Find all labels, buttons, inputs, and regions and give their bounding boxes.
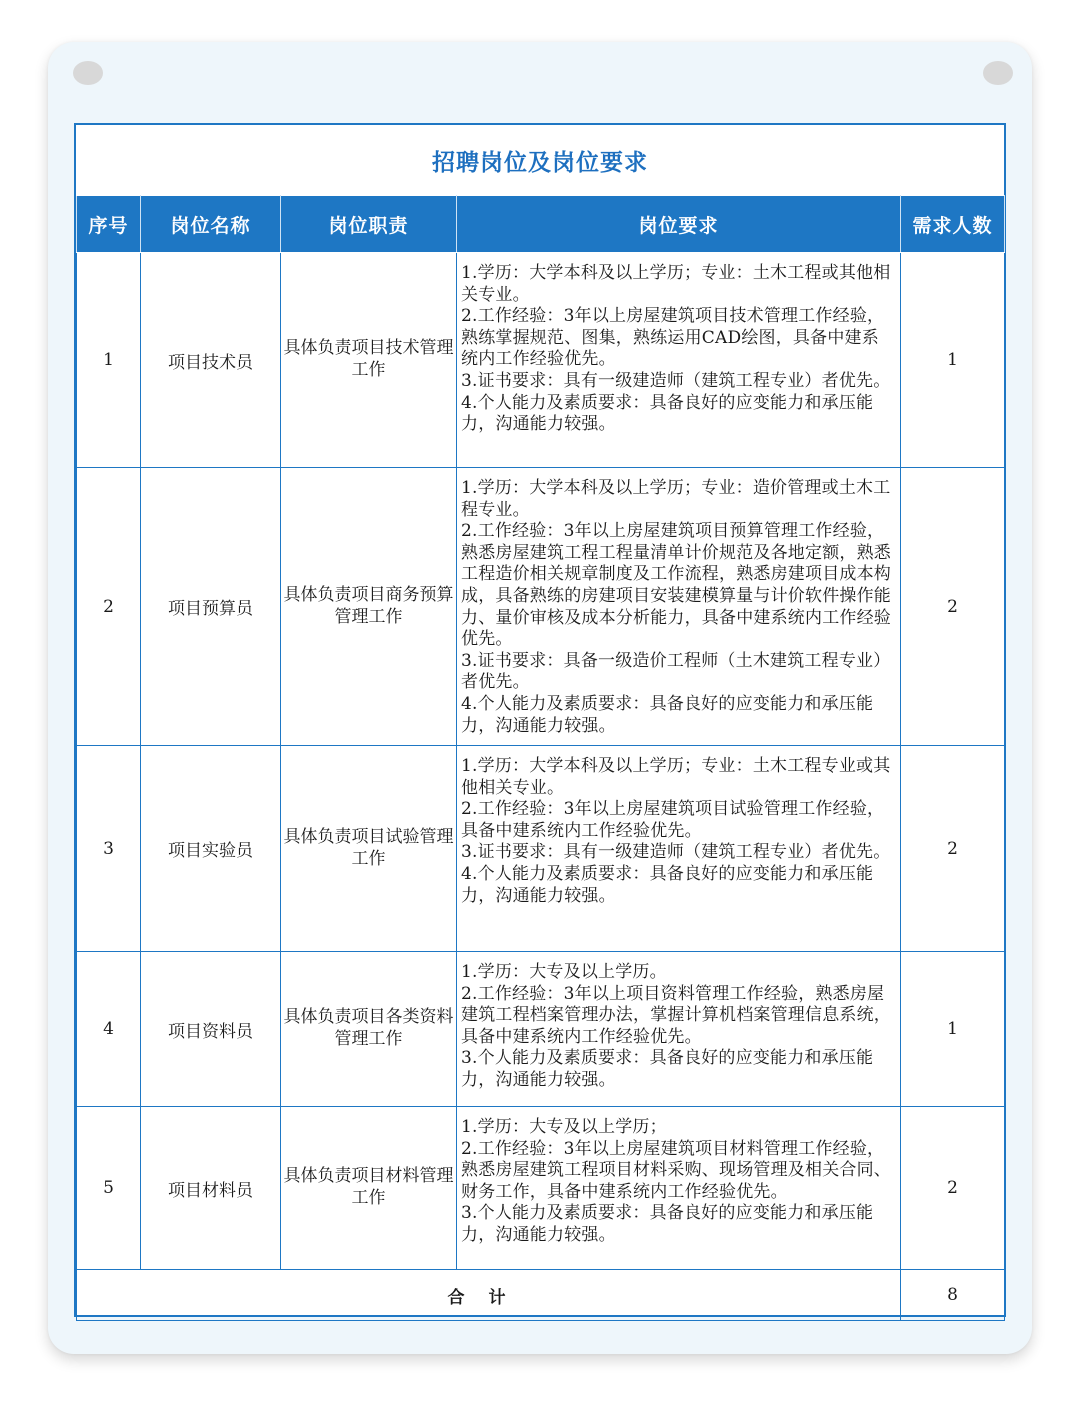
row-count: 1 <box>901 952 1005 1107</box>
page-title: 招聘岗位及岗位要求 <box>432 149 648 176</box>
binder-hole-right <box>983 61 1013 85</box>
total-row <box>77 1270 1005 1321</box>
table-row <box>77 952 1005 1107</box>
table-header-row <box>77 196 1005 253</box>
requirement-item: 4.个人能力及素质要求：具备良好的应变能力和承压能力，沟通能力较强。 <box>461 863 874 906</box>
requirement-item: 3.证书要求：具备一级造价工程师（土木建筑工程专业）者优先。 <box>461 650 891 693</box>
requirement-item: 1.学历：大专及以上学历； <box>461 1117 667 1137</box>
row-no: 1 <box>77 253 141 468</box>
row-duty: 具体负责项目商务预算管理工作 <box>281 468 457 746</box>
header-position-name: 岗位名称 <box>141 196 281 253</box>
requirement-item: 1.学历：大学本科及以上学历；专业：土木工程或其他相关专业。 <box>461 263 891 305</box>
requirement-item: 2.工作经验：3年以上项目资料管理工作经验，熟悉房屋建筑工程档案管理办法，掌握计算机档案管理信息系统，具备中建系统内工作经验优先。 <box>461 983 891 1047</box>
row-position-name: 项目资料员 <box>141 952 281 1107</box>
row-position-name: 项目实验员 <box>141 746 281 952</box>
table-row <box>77 746 1005 952</box>
total-label-cell <box>77 1270 901 1321</box>
requirement-item: 1.学历：大专及以上学历。 <box>461 962 667 982</box>
row-no: 3 <box>77 746 141 952</box>
requirement-item: 3.证书要求：具有一级建造师（建筑工程专业）者优先。 <box>461 370 891 391</box>
requirement-item: 4.个人能力及素质要求：具备良好的应变能力和承压能力，沟通能力较强。 <box>461 693 874 736</box>
row-position-name: 项目预算员 <box>141 468 281 746</box>
row-duty: 具体负责项目试验管理工作 <box>281 746 457 952</box>
row-no: 5 <box>77 1107 141 1270</box>
row-no: 4 <box>77 952 141 1107</box>
header-no: 序号 <box>77 196 141 253</box>
header-count: 需求人数 <box>901 196 1005 253</box>
header-requirements: 岗位要求 <box>457 196 901 253</box>
table-row <box>77 468 1005 746</box>
row-requirements <box>457 253 901 468</box>
row-count: 1 <box>901 253 1005 468</box>
row-count: 2 <box>901 746 1005 952</box>
header-duty: 岗位职责 <box>281 196 457 253</box>
row-duty: 具体负责项目各类资料管理工作 <box>281 952 457 1107</box>
total-count: 8 <box>901 1270 1005 1321</box>
requirement-item: 3.个人能力及素质要求：具备良好的应变能力和承压能力，沟通能力较强。 <box>461 1203 874 1245</box>
row-requirements <box>457 952 901 1107</box>
row-duty: 具体负责项目材料管理工作 <box>281 1107 457 1270</box>
row-duty: 具体负责项目技术管理工作 <box>281 253 457 468</box>
requirement-item: 3.个人能力及素质要求：具备良好的应变能力和承压能力，沟通能力较强。 <box>461 1048 874 1090</box>
row-count: 2 <box>901 468 1005 746</box>
recruitment-sheet <box>74 123 1006 1317</box>
requirement-item: 4.个人能力及素质要求：具备良好的应变能力和承压能力，沟通能力较强。 <box>461 392 874 435</box>
row-position-name: 项目技术员 <box>141 253 281 468</box>
row-requirements <box>457 468 901 746</box>
row-requirements <box>457 746 901 952</box>
row-count: 2 <box>901 1107 1005 1270</box>
table-row <box>77 253 1005 468</box>
requirement-item: 1.学历：大学本科及以上学历；专业：造价管理或土木工程专业。 <box>461 478 891 520</box>
row-no: 2 <box>77 468 141 746</box>
row-requirements <box>457 1107 901 1270</box>
requirement-item: 3.证书要求：具有一级建造师（建筑工程专业）者优先。 <box>461 842 891 863</box>
binder-hole-left <box>73 61 103 85</box>
requirement-item: 2.工作经验：3年以上房屋建筑项目预算管理工作经验，熟悉房屋建筑工程工程量清单计价规范及各地定额，熟悉工程造价相关规章制度及工作流程，熟悉房建项目成本构成，具备熟练的房建项目安装建模算量与计价软件操作能力、量价审核及成本分析能力，具备中建系统内工作经验优先。 <box>461 521 891 650</box>
requirement-item: 1.学历：大学本科及以上学历；专业：土木工程专业或其他相关专业。 <box>461 756 891 798</box>
requirement-item: 2.工作经验：3年以上房屋建筑项目试验管理工作经验，具备中建系统内工作经验优先。 <box>461 799 885 841</box>
row-position-name: 项目材料员 <box>141 1107 281 1270</box>
table-row <box>77 1107 1005 1270</box>
total-label: 合计 <box>447 1287 530 1308</box>
positions-table <box>76 195 1005 1321</box>
requirement-item: 2.工作经验：3年以上房屋建筑项目技术管理工作经验，熟练掌握规范、图集，熟练运用CAD绘图，具备中建系统内工作经验优先。 <box>461 306 885 370</box>
requirement-item: 2.工作经验：3年以上房屋建筑项目材料管理工作经验，熟悉房屋建筑工程项目材料采购、现场管理及相关合同、财务工作，具备中建系统内工作经验优先。 <box>461 1138 891 1202</box>
